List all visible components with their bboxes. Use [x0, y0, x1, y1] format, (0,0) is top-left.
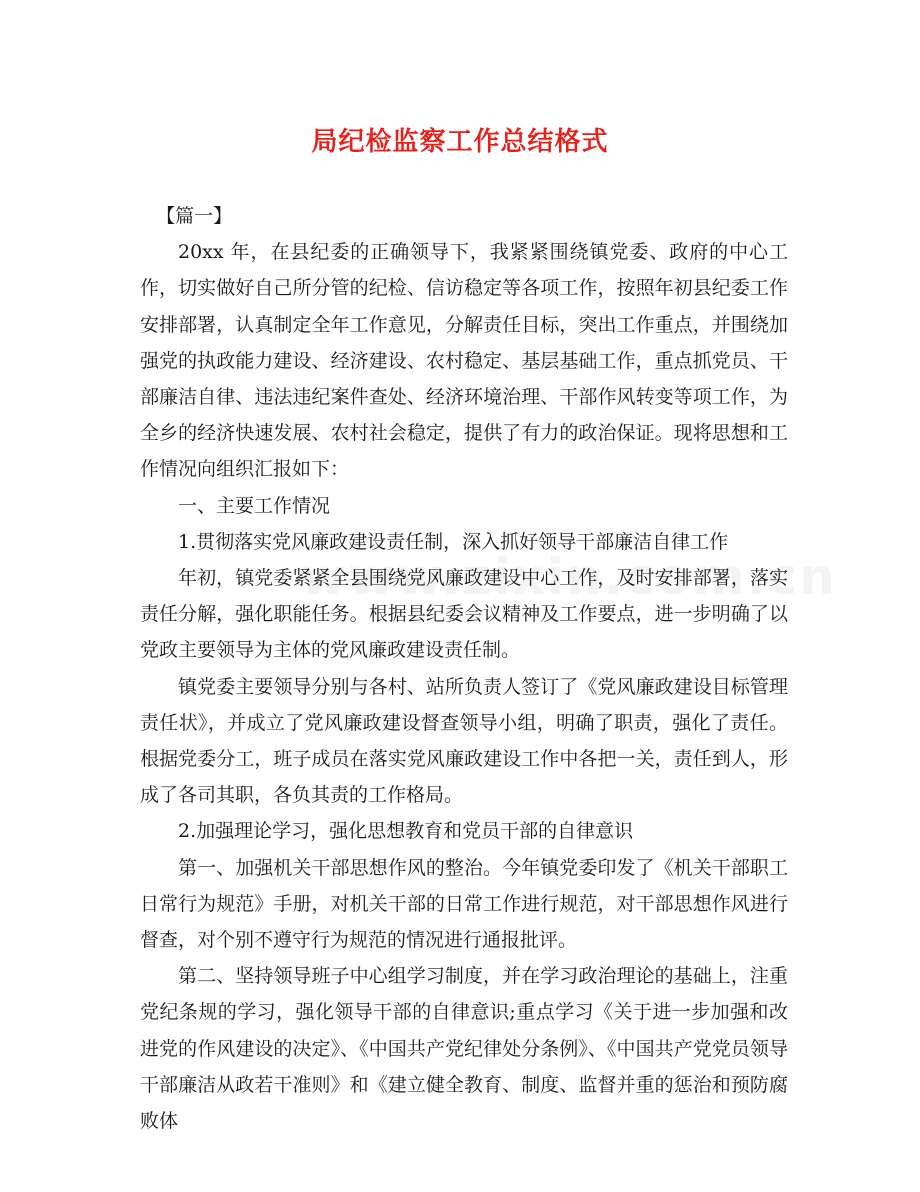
heading-main-work: 一、主要工作情况	[178, 494, 331, 517]
document-body	[140, 198, 788, 1139]
body-paragraph: 年初，镇党委紧紧全县围绕党风廉政建设中心工作，及时安排部署，落实责任分解，强化职能任务。根据县纪委会议精神及工作要点，进一步明确了以党政主要领导为主体的党风廉政建设责任制。	[140, 567, 788, 662]
body-paragraph: 第一、加强机关干部思想作风的整治。今年镇党委印发了《机关干部职工日常行为规范》手册，对机关干部的日常工作进行规范，对干部思想作风进行督查，对个别不遵守行为规范的情况进行通报批评。	[140, 856, 788, 952]
subheading-1: 1.贯彻落实党风廉政建设责任制，深入抓好领导干部廉洁自律工作	[178, 530, 729, 553]
document-title: 局纪检监察工作总结格式	[311, 127, 609, 157]
section-label: 【篇一】	[156, 205, 233, 227]
subheading-2: 2.加强理论学习，强化思想教育和党员干部的自律意识	[178, 820, 634, 843]
body-paragraph: 镇党委主要领导分别与各村、站所负责人签订了《党风廉政建设目标管理责任状》，并成立了党风廉政建设督查领导小组，明确了职责，强化了责任。根据党委分工，班子成员在落实党风廉政建设工作中各把一关，责任到人，形成了各司其职，各负其责的工作格局。	[140, 675, 788, 807]
intro-paragraph: 20xx 年，在县纪委的正确领导下，我紧紧围绕镇党委、政府的中心工作，切实做好自己所分管的纪检、信访稳定等各项工作，按照年初县纪委工作安排部署，认真制定全年工作意见，分解责任目标，突出工作重点，并围绕加强党的执政能力建设、经济建设、农村稳定、基层基础工作，重点抓党员、干部廉洁自律、违法违纪案件查处、经济环境治理、干部作风转变等项工作，为全乡的经济快速发展、农村社会稳定，提供了有力的政治保证。现将思想和工作情况向组织汇报如下：	[140, 241, 788, 481]
body-paragraph: 第二、坚持领导班子中心组学习制度，并在学习政治理论的基础上，注重党纪条规的学习，强化领导干部的自律意识;重点学习《关于进一步加强和改进党的作风建设的决定》、《中国共产党纪律处分条例》、《中国共产党党员领导干部廉洁从政若干准则》和《建立健全教育、制度、监督并重的惩治和预防腐败体	[140, 965, 788, 1133]
